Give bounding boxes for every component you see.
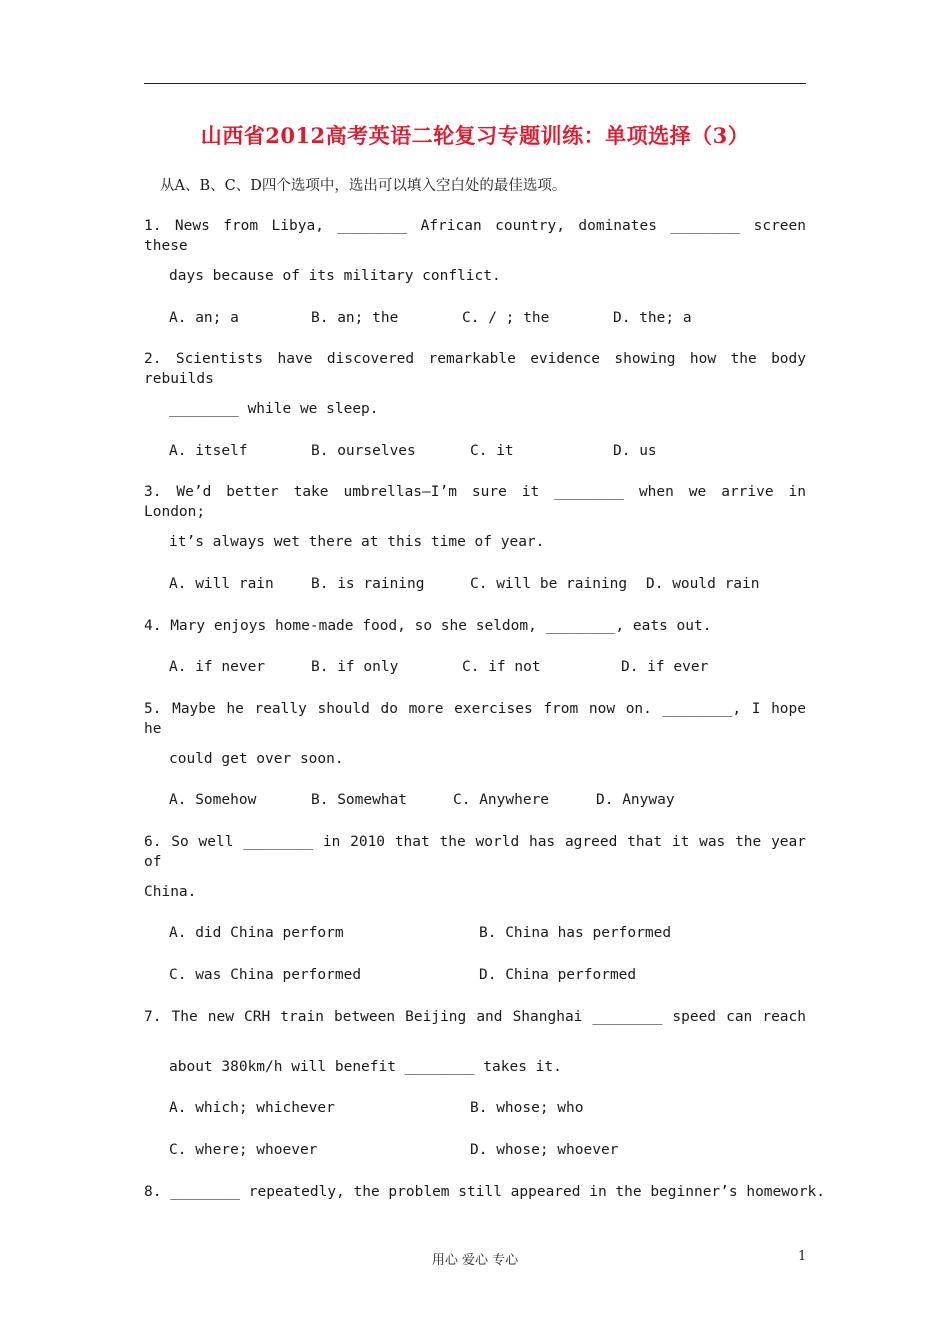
question-8-line-1: 8. ________ repeatedly, the problem still appeared in the beginner’s homework.	[144, 1184, 825, 1200]
question-6-option-a: A. did China perform	[169, 925, 344, 941]
question-5-option-c: C. Anywhere	[453, 792, 550, 808]
question-4-option-a: A. if never	[169, 659, 266, 675]
question-1-option-b: B. an; the	[311, 310, 399, 326]
question-4-option-b: B. if only	[311, 659, 399, 675]
question-6-option-d: D. China performed	[479, 967, 637, 983]
header-rule	[144, 83, 806, 84]
question-2-line-1: 2. Scientists have discovered remarkable evidence showing how the body rebuilds	[144, 351, 806, 387]
page-footer: 用心 爱心 专心	[431, 1253, 519, 1268]
question-1-option-c: C. / ; the	[462, 310, 550, 326]
question-5-line-1: 5. Maybe he really should do more exercises from now on. ________, I hope he	[144, 701, 806, 737]
question-1-option-a: A. an; a	[169, 310, 239, 326]
question-3-option-d: D. would rain	[646, 576, 760, 592]
question-1-line-1: 1. News from Libya, ________ African country, dominates ________ screen these	[144, 218, 806, 254]
question-5-option-d: D. Anyway	[596, 792, 675, 808]
question-2-line-2: ________ while we sleep.	[169, 401, 379, 417]
page-number: 1	[798, 1249, 807, 1264]
question-1-option-d: D. the; a	[613, 310, 692, 326]
instruction-text: 从A、B、C、D四个选项中，选出可以填入空白处的最佳选项。	[160, 178, 567, 194]
question-7-option-d: D. whose; whoever	[470, 1142, 619, 1158]
question-5-line-2: could get over soon.	[169, 751, 344, 767]
question-2-option-b: B. ourselves	[311, 443, 416, 459]
document-title: 山西省2012高考英语二轮复习专题训练：单项选择（3）	[200, 123, 750, 148]
question-6-option-b: B. China has performed	[479, 925, 672, 941]
question-6-line-1: 6. So well ________ in 2010 that the world has agreed that it was the year of	[144, 834, 806, 870]
question-5-option-b: B. Somewhat	[311, 792, 408, 808]
question-2-option-d: D. us	[613, 443, 657, 459]
question-7-option-b: B. whose; who	[470, 1100, 584, 1116]
question-2-option-a: A. itself	[169, 443, 248, 459]
question-3-option-c: C. will be raining	[470, 576, 628, 592]
question-7-line-2: about 380km/h will benefit ________ takes it.	[169, 1059, 562, 1075]
question-4-line-1: 4. Mary enjoys home-made food, so she seldom, ________, eats out.	[144, 618, 712, 634]
question-2-option-c: C. it	[470, 443, 514, 459]
question-4-option-d: D. if ever	[621, 659, 709, 675]
question-3-line-2: it’s always wet there at this time of year.	[169, 534, 545, 550]
question-7-line-1: 7. The new CRH train between Beijing and Shanghai ________ speed can reach	[144, 1009, 806, 1025]
question-6-option-c: C. was China performed	[169, 967, 362, 983]
question-6-line-2: China.	[144, 884, 197, 900]
question-5-option-a: A. Somehow	[169, 792, 257, 808]
question-4-option-c: C. if not	[462, 659, 541, 675]
question-7-option-a: A. which; whichever	[169, 1100, 335, 1116]
question-7-option-c: C. where; whoever	[169, 1142, 318, 1158]
question-3-line-1: 3. We’d better take umbrellas—I’m sure it ________ when we arrive in London;	[144, 484, 806, 520]
question-1-line-2: days because of its military conflict.	[169, 268, 501, 284]
question-3-option-b: B. is raining	[311, 576, 425, 592]
question-3-option-a: A. will rain	[169, 576, 274, 592]
